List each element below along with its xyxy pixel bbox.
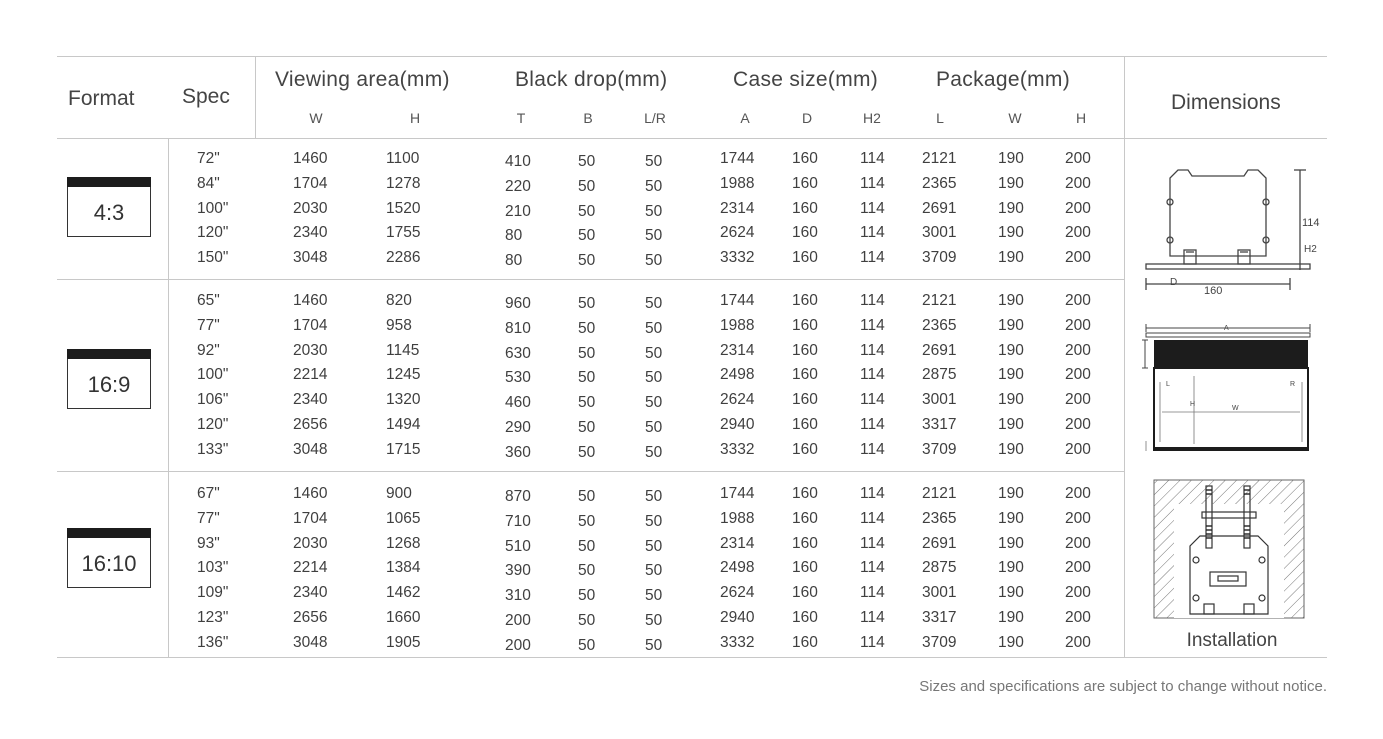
table-cell: 3048	[293, 440, 328, 458]
table-cell: 190	[998, 509, 1024, 527]
table-cell: 160	[792, 199, 818, 217]
table-cell: 50	[578, 512, 596, 530]
table-cell: 2314	[720, 341, 755, 359]
subheader-5: A	[740, 110, 750, 126]
table-cell: 50	[645, 562, 663, 580]
table-cell: 50	[645, 202, 663, 220]
table-cell: 200	[1065, 316, 1091, 334]
table-cell: 200	[1065, 292, 1091, 309]
table-cell: 1704	[293, 316, 328, 334]
table-cell: 200	[1065, 416, 1091, 433]
header-format: Format	[68, 87, 135, 110]
table-cell: 190	[998, 316, 1024, 334]
table-cell: 200	[1065, 584, 1091, 602]
table-cell: 2498	[720, 366, 755, 384]
table-cell: 3001	[922, 224, 957, 242]
table-cell: 1460	[293, 150, 328, 167]
table-cell: 160	[792, 249, 818, 267]
table-cell: 114	[860, 366, 885, 384]
table-cell: 1245	[386, 366, 421, 384]
spec-size-cell: 120"	[197, 224, 229, 242]
subheader-9: W	[1008, 110, 1022, 126]
spec-size-cell: 150"	[197, 249, 229, 267]
table-cell: 200	[1065, 440, 1091, 458]
screen-label-a: A	[1224, 325, 1229, 332]
table-cell: 50	[578, 394, 596, 412]
table-cell: 50	[645, 512, 663, 530]
table-cell: 114	[860, 292, 885, 309]
table-cell: 114	[860, 224, 885, 242]
table-cell: 2624	[720, 224, 755, 242]
table-cell: 1744	[720, 292, 755, 309]
table-cell: 2340	[293, 391, 328, 409]
table-cell: 2340	[293, 584, 328, 602]
format-icon-16-9	[67, 349, 151, 409]
table-cell: 870	[505, 488, 531, 505]
table-cell: 2365	[922, 509, 957, 527]
table-cell: 2365	[922, 316, 957, 334]
table-cell: 1145	[386, 341, 420, 359]
header-spec: Spec	[182, 85, 230, 108]
table-cell: 1704	[293, 509, 328, 527]
table-cell: 50	[578, 344, 596, 362]
table-cell: 50	[578, 612, 596, 629]
table-cell: 200	[1065, 633, 1091, 651]
subheader-1: H	[409, 110, 421, 126]
table-cell: 2030	[293, 199, 328, 217]
header-viewing-area: Viewing area(mm)	[275, 68, 450, 91]
table-cell: 1320	[386, 391, 421, 409]
table-cell: 2875	[922, 559, 957, 577]
table-cell: 200	[1065, 366, 1091, 384]
table-cell: 190	[998, 174, 1024, 192]
table-cell: 2875	[922, 366, 957, 384]
table-cell: 3048	[293, 249, 328, 267]
table-cell: 3332	[720, 440, 755, 458]
subheader-0: W	[309, 110, 323, 126]
screen-label-l: L	[1166, 381, 1170, 388]
table-cell: 50	[578, 636, 596, 654]
format-column-divider	[168, 138, 169, 657]
table-cell: 190	[998, 534, 1024, 552]
screen-front-diagram	[1138, 320, 1318, 458]
screen-label-w: W	[1232, 405, 1239, 412]
table-cell: 410	[505, 153, 531, 170]
table-cell: 530	[505, 369, 531, 387]
table-cell: 50	[578, 488, 596, 505]
table-cell: 50	[578, 443, 596, 461]
table-cell: 810	[505, 319, 531, 337]
table-cell: 2691	[922, 199, 957, 217]
header-package: Package(mm)	[936, 68, 1070, 91]
table-cell: 50	[578, 252, 596, 270]
screen-label-r: R	[1290, 381, 1296, 388]
table-cell: 114	[860, 559, 885, 577]
case-dimension-h: 114	[1302, 217, 1320, 229]
table-cell: 510	[505, 537, 531, 555]
format-label: 16:9	[87, 372, 131, 397]
table-cell: 190	[998, 440, 1024, 458]
table-cell: 310	[505, 587, 531, 605]
table-cell: 3709	[922, 440, 957, 458]
format-label: 16:10	[81, 551, 137, 576]
table-cell: 190	[998, 559, 1024, 577]
table-cell: 50	[578, 319, 596, 337]
table-cell: 3332	[720, 633, 755, 651]
spec-size-cell: 133"	[197, 440, 229, 458]
table-cell: 200	[1065, 534, 1091, 552]
table-cell: 160	[792, 316, 818, 334]
table-cell: 190	[998, 584, 1024, 602]
table-cell: 1520	[386, 199, 421, 217]
table-cell: 3317	[922, 609, 957, 626]
table-cell: 50	[645, 612, 663, 629]
format-icon-4-3	[67, 177, 151, 237]
subheader-2: T	[516, 110, 526, 126]
table-cell: 114	[860, 509, 885, 527]
table-cell: 1988	[720, 316, 755, 334]
table-cell: 50	[645, 295, 663, 312]
table-cell: 190	[998, 292, 1024, 309]
header-dimensions: Dimensions	[1171, 91, 1281, 114]
table-cell: 50	[645, 394, 663, 412]
table-cell: 200	[1065, 391, 1091, 409]
table-cell: 2286	[386, 249, 421, 267]
table-cell: 460	[505, 394, 531, 412]
table-cell: 50	[578, 369, 596, 387]
table-cell: 2030	[293, 534, 328, 552]
table-cell: 190	[998, 150, 1024, 167]
spec-size-cell: 84"	[197, 174, 220, 192]
table-cell: 220	[505, 177, 531, 195]
table-cell: 114	[860, 485, 885, 502]
table-cell: 3709	[922, 633, 957, 651]
table-cell: 3709	[922, 249, 957, 267]
table-cell: 50	[645, 177, 663, 195]
table-cell: 114	[860, 609, 885, 626]
table-cell: 160	[792, 391, 818, 409]
table-cell: 2121	[922, 485, 957, 502]
table-cell: 160	[792, 416, 818, 433]
table-cell: 50	[645, 319, 663, 337]
table-cell: 2940	[720, 609, 755, 626]
table-cell: 50	[578, 587, 596, 605]
table-cell: 114	[860, 534, 885, 552]
footnote: Sizes and specifications are subject to change without notice.	[919, 678, 1327, 695]
table-cell: 190	[998, 366, 1024, 384]
format-icon-black-bar	[67, 177, 151, 187]
table-cell: 1384	[386, 559, 421, 577]
subheader-8: L	[936, 110, 944, 126]
table-cell: 160	[792, 584, 818, 602]
table-cell: 2214	[293, 559, 328, 577]
table-cell: 160	[792, 174, 818, 192]
table-cell: 160	[792, 292, 818, 309]
table-cell: 80	[505, 252, 523, 270]
format-icon-black-bar	[67, 528, 151, 538]
table-cell: 160	[792, 633, 818, 651]
table-cell: 50	[645, 587, 663, 605]
subheader-7: H2	[863, 110, 881, 126]
table-cell: 1460	[293, 292, 328, 309]
table-cell: 2656	[293, 609, 328, 626]
table-cell: 50	[578, 562, 596, 580]
table-cell: 114	[860, 391, 885, 409]
table-cell: 2121	[922, 150, 957, 167]
dimensions-column-divider	[1124, 56, 1125, 657]
table-cell: 1278	[386, 174, 421, 192]
table-cell: 50	[578, 419, 596, 436]
table-cell: 50	[645, 419, 663, 436]
table-cell: 1268	[386, 534, 421, 552]
table-cell: 190	[998, 485, 1024, 502]
table-cell: 210	[505, 202, 531, 220]
table-cell: 1755	[386, 224, 421, 242]
screen-label-h: H	[1190, 401, 1196, 408]
header-bottom-border	[57, 138, 1327, 139]
table-cell: 3001	[922, 584, 957, 602]
table-cell: 160	[792, 224, 818, 242]
table-cell: 200	[505, 612, 531, 629]
table-cell: 1660	[386, 609, 421, 626]
table-cell: 1494	[386, 416, 421, 433]
table-cell: 190	[998, 609, 1024, 626]
table-cell: 190	[998, 341, 1024, 359]
table-cell: 1744	[720, 485, 755, 502]
table-cell: 710	[505, 512, 531, 530]
table-cell: 50	[578, 537, 596, 555]
table-cell: 200	[1065, 509, 1091, 527]
table-cell: 114	[860, 416, 885, 433]
spec-size-cell: 109"	[197, 584, 229, 602]
table-cell: 114	[860, 174, 885, 192]
table-cell: 3317	[922, 416, 957, 433]
case-dimension-h2: H2	[1304, 244, 1317, 255]
table-cell: 50	[578, 202, 596, 220]
table-cell: 360	[505, 443, 531, 461]
table-cell: 114	[860, 341, 885, 359]
table-cell: 200	[1065, 485, 1091, 502]
table-cell: 50	[645, 369, 663, 387]
spec-size-cell: 65"	[197, 292, 220, 309]
table-cell: 50	[578, 227, 596, 245]
spec-size-cell: 92"	[197, 341, 220, 359]
table-cell: 114	[860, 633, 885, 651]
table-cell: 3332	[720, 249, 755, 267]
table-cell: 2691	[922, 341, 957, 359]
table-cell: 2498	[720, 559, 755, 577]
table-cell: 80	[505, 227, 523, 245]
table-cell: 50	[645, 488, 663, 505]
table-cell: 1988	[720, 509, 755, 527]
table-top-border	[57, 56, 1327, 57]
group-divider-1	[57, 279, 1125, 280]
table-cell: 190	[998, 224, 1024, 242]
screen-black-drop	[1154, 340, 1308, 368]
subheader-4: L/R	[644, 110, 666, 126]
spec-size-cell: 100"	[197, 366, 229, 384]
table-cell: 160	[792, 559, 818, 577]
table-cell: 2314	[720, 534, 755, 552]
table-cell: 2624	[720, 391, 755, 409]
table-cell: 50	[578, 295, 596, 312]
table-cell: 190	[998, 391, 1024, 409]
spec-size-cell: 77"	[197, 509, 220, 527]
spec-column-divider	[255, 56, 256, 138]
table-cell: 2214	[293, 366, 328, 384]
table-cell: 2314	[720, 199, 755, 217]
table-cell: 114	[860, 584, 885, 602]
table-cell: 50	[578, 177, 596, 195]
case-dimension-width: 160	[1204, 285, 1223, 297]
table-cell: 190	[998, 416, 1024, 433]
table-cell: 114	[860, 150, 885, 167]
table-cell: 50	[645, 537, 663, 555]
table-cell: 1988	[720, 174, 755, 192]
spec-size-cell: 106"	[197, 391, 229, 409]
screen-bottom-border	[1154, 447, 1308, 451]
table-cell: 1100	[386, 150, 420, 167]
table-cell: 190	[998, 199, 1024, 217]
table-cell: 114	[860, 249, 885, 267]
table-cell: 390	[505, 562, 531, 580]
spec-size-cell: 120"	[197, 416, 229, 433]
table-cell: 1744	[720, 150, 755, 167]
table-cell: 190	[998, 633, 1024, 651]
installation-diagram	[1150, 476, 1308, 622]
table-cell: 190	[998, 249, 1024, 267]
screen-viewing-area	[1154, 368, 1308, 450]
table-cell: 200	[1065, 224, 1091, 242]
table-cell: 200	[1065, 150, 1091, 167]
table-cell: 1905	[386, 633, 421, 651]
table-cell: 114	[860, 316, 885, 334]
spec-size-cell: 103"	[197, 559, 229, 577]
table-cell: 290	[505, 419, 531, 436]
table-cell: 2365	[922, 174, 957, 192]
table-cell: 2030	[293, 341, 328, 359]
table-cell: 50	[645, 636, 663, 654]
spec-size-cell: 123"	[197, 609, 229, 626]
table-cell: 1462	[386, 584, 421, 602]
format-label: 4:3	[93, 200, 125, 225]
table-cell: 50	[645, 227, 663, 245]
table-cell: 114	[860, 440, 885, 458]
table-cell: 160	[792, 150, 818, 167]
table-cell: 2624	[720, 584, 755, 602]
table-cell: 2121	[922, 292, 957, 309]
table-cell: 160	[792, 509, 818, 527]
case-cross-section-diagram	[1140, 160, 1330, 300]
table-cell: 160	[792, 485, 818, 502]
spec-size-cell: 72"	[197, 150, 220, 167]
spec-size-cell: 136"	[197, 633, 229, 651]
table-cell: 200	[1065, 341, 1091, 359]
table-cell: 630	[505, 344, 531, 362]
table-cell: 200	[1065, 174, 1091, 192]
spec-size-cell: 67"	[197, 485, 220, 502]
table-cell: 200	[505, 636, 531, 654]
table-cell: 820	[386, 292, 412, 309]
table-cell: 2691	[922, 534, 957, 552]
header-black-drop: Black drop(mm)	[515, 68, 668, 91]
table-cell: 960	[505, 295, 531, 312]
table-cell: 50	[645, 344, 663, 362]
table-cell: 200	[1065, 199, 1091, 217]
table-cell: 114	[860, 199, 885, 217]
table-cell: 160	[792, 534, 818, 552]
spec-size-cell: 93"	[197, 534, 220, 552]
subheader-6: D	[801, 110, 813, 126]
installation-label: Installation	[1186, 630, 1278, 651]
table-cell: 160	[792, 440, 818, 458]
table-cell: 3048	[293, 633, 328, 651]
table-cell: 3001	[922, 391, 957, 409]
group-divider-2	[57, 471, 1125, 472]
table-cell: 1460	[293, 485, 328, 502]
table-cell: 1704	[293, 174, 328, 192]
table-cell: 200	[1065, 609, 1091, 626]
table-cell: 200	[1065, 559, 1091, 577]
spec-size-cell: 100"	[197, 199, 229, 217]
table-cell: 50	[578, 153, 596, 170]
table-cell: 160	[792, 341, 818, 359]
table-bottom-border	[57, 657, 1327, 658]
subheader-10: H	[1075, 110, 1087, 126]
table-cell: 2340	[293, 224, 328, 242]
table-cell: 2940	[720, 416, 755, 433]
table-cell: 1715	[386, 440, 421, 458]
table-cell: 50	[645, 153, 663, 170]
format-icon-black-bar	[67, 349, 151, 359]
table-cell: 900	[386, 485, 412, 502]
case-dimension-d: D	[1170, 277, 1178, 288]
header-case-size: Case size(mm)	[733, 68, 879, 91]
subheader-3: B	[583, 110, 593, 126]
table-cell: 1065	[386, 509, 421, 527]
table-cell: 200	[1065, 249, 1091, 267]
table-cell: 160	[792, 366, 818, 384]
table-cell: 2656	[293, 416, 328, 433]
format-icon-16-10	[67, 528, 151, 588]
table-cell: 160	[792, 609, 818, 626]
table-cell: 50	[645, 252, 663, 270]
spec-size-cell: 77"	[197, 316, 220, 334]
table-cell: 958	[386, 316, 412, 334]
table-cell: 50	[645, 443, 663, 461]
